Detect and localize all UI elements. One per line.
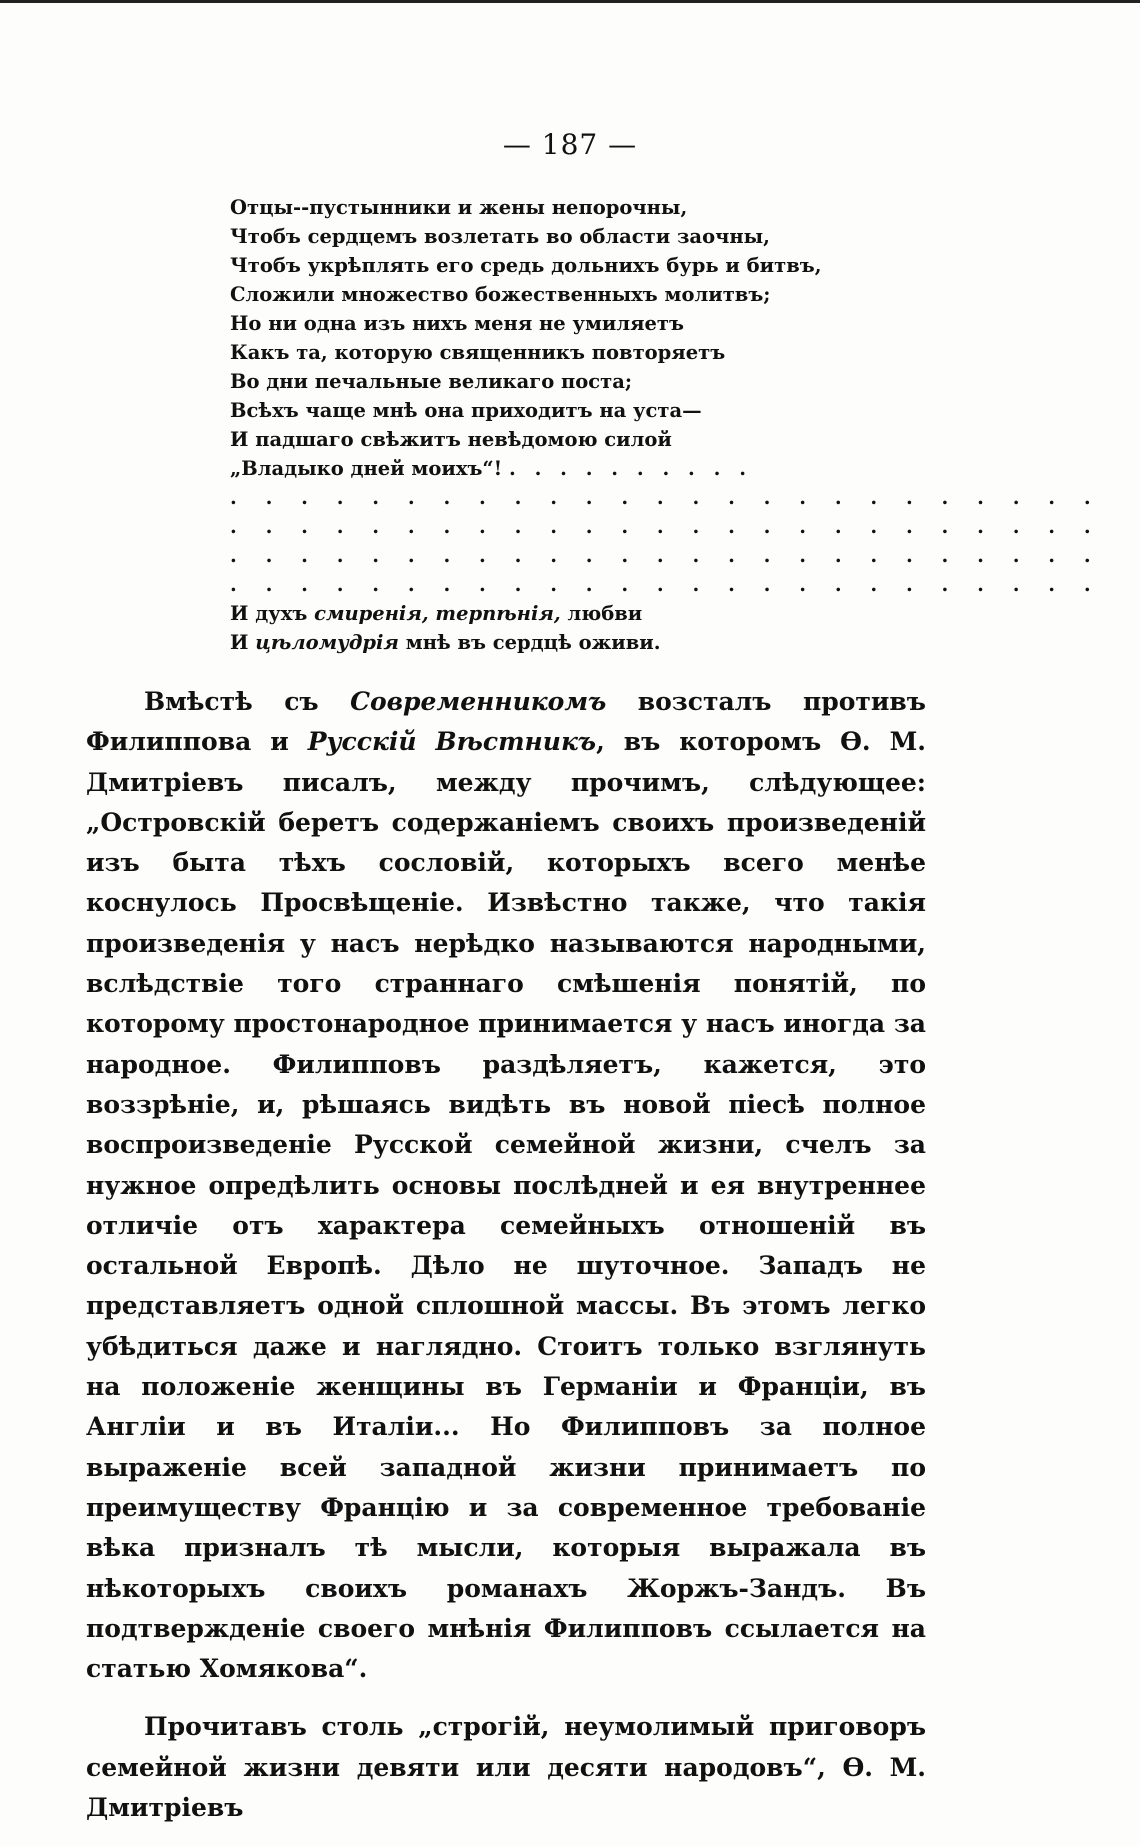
italic-run: смиренія, терпѣнія, — [314, 602, 561, 625]
poem-line: Чтобъ укрѣплять его средь дольнихъ бурь и битвъ, — [230, 254, 822, 277]
poem-line: Какъ та, которую священникъ повторяетъ — [230, 341, 726, 364]
poem-closing-line — [230, 628, 830, 657]
text-run: мнѣ въ сердцѣ оживи. — [398, 631, 661, 654]
poem-line: „Владыко дней моихъ“! — [230, 457, 503, 480]
top-border-rule — [0, 0, 1140, 3]
poem-line: Всѣхъ чаще мнѣ она приходитъ на уста— — [230, 399, 702, 422]
ellipsis-row: . . . . . . . . . . . . . . . . . . . . . . . . . — [230, 544, 1102, 567]
poem-line: И падшаго свѣжитъ невѣдомою силой — [230, 428, 672, 451]
poem-line-with-dots — [230, 454, 830, 483]
text-run: Вмѣстѣ съ — [144, 687, 351, 716]
text-run: , въ которомъ Ѳ. М. Дмитріевъ писалъ, между прочимъ, слѣдующее: „Островскій беретъ содержаніемъ своихъ произведеній изъ быта тѣхъ сословій, которыхъ всего менѣе коснулось Просвѣщеніе. Извѣстно также, что такія произведенія у насъ нерѣдко называются народными, вслѣдствіе того страннаго смѣшенія понятій, по которому простонародное принимается у насъ иногда за народное. Филипповъ раздѣляетъ, кажется, это воззрѣніе, и, рѣшаясь видѣть въ новой піесѣ полное воспроизведеніе Русской семейной жизни, счелъ за нужное опредѣлить основы послѣдней и ея внутреннее отличіе отъ характера семейныхъ отношеній въ остальной Европѣ. Дѣло не шуточное. Западъ не представляетъ одной сплошной массы. Въ этомъ легко убѣдиться даже и наглядно. Стоитъ только взглянуть на положеніе женщины въ Германіи и Франціи, въ Англіи и въ Италіи... Но Филипповъ за полное выраженіе всей западной жизни принимаетъ по преимуществу Францію и за современное требованіе вѣка призналъ тѣ мысли, которыя выражала въ нѣкоторыхъ своихъ романахъ Жоржъ-Зандъ. Въ подтвержденіе своего мнѣнія Филипповъ ссылается на статью Хомякова“. — [86, 727, 926, 1684]
poem-line: Но ни одна изъ нихъ меня не умиляетъ — [230, 312, 684, 335]
page-number: — 187 — — [502, 128, 638, 161]
text-run: И — [230, 631, 256, 654]
poem-block — [230, 193, 1102, 657]
italic-run: Современникомъ — [350, 687, 607, 716]
text-run: возсталъ противъ Филиппова и — [86, 687, 926, 757]
poem-line: Чтобъ сердцемъ возлетать во области заочны, — [230, 225, 770, 248]
ellipsis-row: . . . . . . . . . . . . . . . . . . . . . . . . . — [230, 573, 1102, 596]
ellipsis-row: . . . . . . . . . . . . . . . . . . . . . . . . . — [230, 515, 1102, 538]
italic-run: цѣломудрія — [255, 631, 399, 654]
ellipsis-row: . . . . . . . . . . . . . . . . . . . . . . . . . — [230, 486, 1102, 509]
italic-run: Русскій Вѣстникъ — [307, 727, 597, 757]
paragraph — [86, 682, 926, 1689]
prose-body — [86, 682, 926, 1846]
poem-line: Сложили множество божественныхъ молитвъ; — [230, 283, 771, 306]
paragraph: Прочитавъ столь „строгій, неумолимый приговоръ семейной жизни девяти или десяти народовъ“, Ѳ. М. Дмитріевъ — [86, 1712, 926, 1823]
ellipsis-dots: . . . . . . . . . . — [509, 457, 752, 480]
text-run: любви — [560, 602, 643, 625]
poem-line: Во дни печальные великаго поста; — [230, 370, 633, 393]
text-run: И духъ — [230, 602, 315, 625]
poem-line: Отцы--пустынники и жены непорочны, — [230, 196, 688, 219]
poem-closing-line — [230, 599, 830, 628]
